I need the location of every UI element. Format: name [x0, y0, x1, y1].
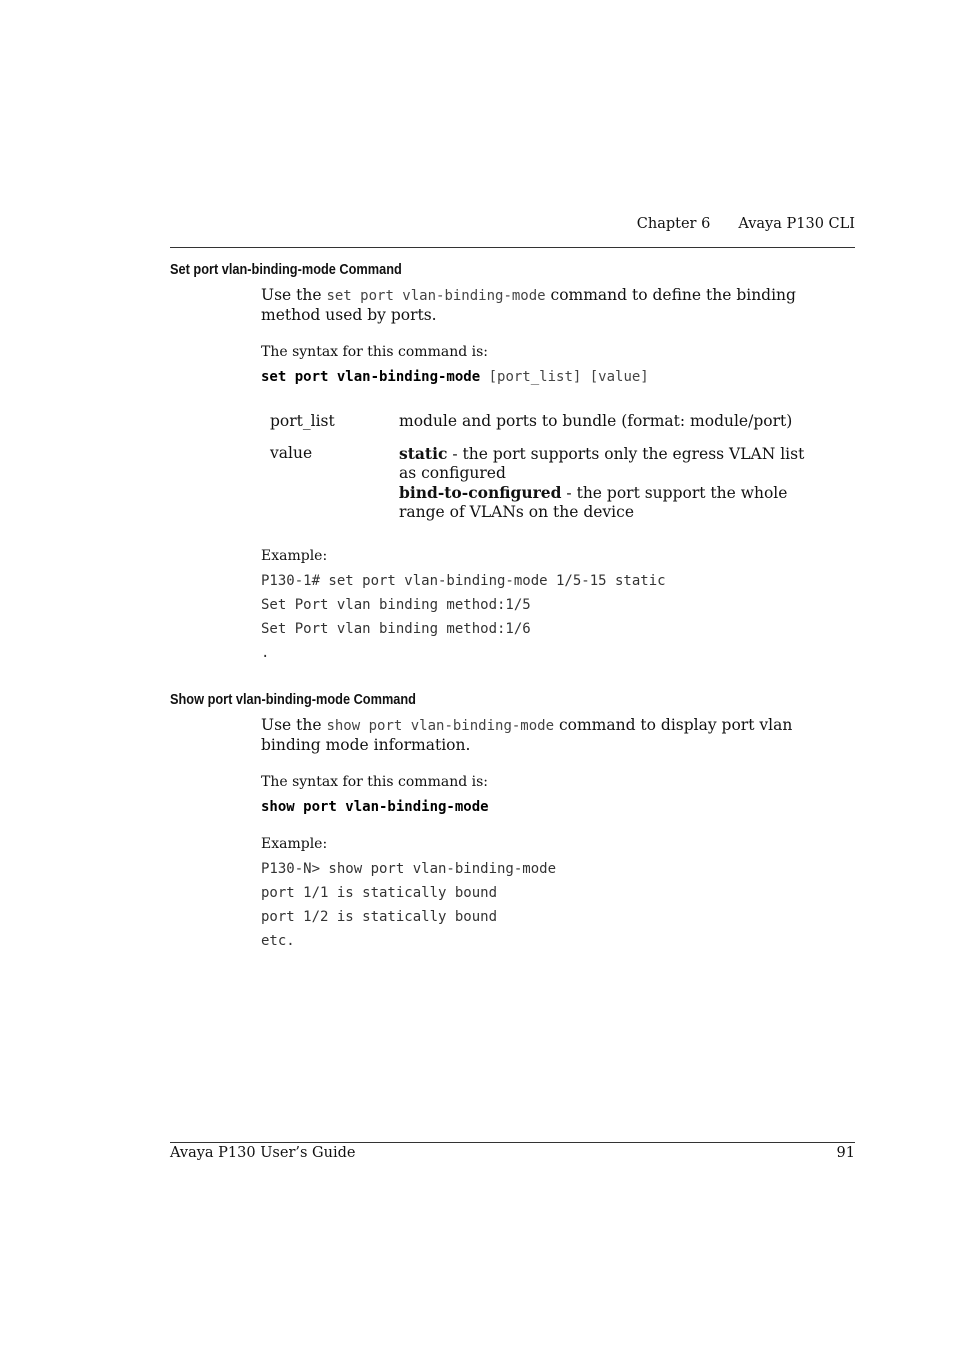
inline-command: show port vlan-binding-mode: [326, 718, 555, 734]
page-number: 91: [836, 1145, 855, 1161]
syntax-args: [port_list] [value]: [480, 369, 649, 385]
param-option: [399, 444, 819, 483]
param-desc: [399, 444, 819, 522]
param-name: port_list: [270, 412, 335, 430]
example-label: Example:: [261, 548, 328, 564]
param-option: [399, 483, 819, 522]
inline-command: set port vlan-binding-mode: [326, 288, 546, 304]
running-header: [170, 216, 855, 232]
section-heading-show: Show port vlan-binding-mode Command: [170, 692, 416, 708]
intro-text: command to display port vlan binding mode information.: [261, 716, 793, 754]
section1-intro: [261, 286, 855, 325]
chapter-title: Avaya P130 CLI: [738, 216, 855, 232]
example-line: P130-N> show port vlan-binding-mode: [261, 861, 557, 877]
syntax-command: [261, 369, 649, 385]
example-line: P130-1# set port vlan-binding-mode 1/5-15 static: [261, 573, 666, 589]
param-name: value: [270, 444, 313, 462]
syntax-label: The syntax for this command is:: [261, 774, 489, 790]
footer-guide-title: Avaya P130 User’s Guide: [170, 1145, 356, 1161]
syntax-command-name: set port vlan-binding-mode: [261, 369, 481, 385]
intro-text: Use the: [261, 286, 327, 304]
example-line: .: [261, 645, 270, 661]
option-desc: - the port supports only the egress VLAN list as configured: [399, 445, 805, 482]
option-desc: - the port support the whole range of VLANs on the device: [399, 484, 788, 521]
syntax-command: show port vlan-binding-mode: [261, 799, 489, 815]
example-line: Set Port vlan binding method:1/5: [261, 597, 531, 613]
intro-text: command to define the binding method used by ports.: [261, 286, 796, 324]
header-rule: [170, 247, 855, 248]
example-line: port 1/2 is statically bound: [261, 909, 498, 925]
option-term: bind-to-configured: [399, 483, 562, 502]
intro-text: Use the: [261, 716, 327, 734]
syntax-label: The syntax for this command is:: [261, 344, 489, 360]
param-desc: module and ports to bundle (format: module/port): [399, 412, 793, 430]
example-line: Set Port vlan binding method:1/6: [261, 621, 531, 637]
example-label: Example:: [261, 836, 328, 852]
example-line: port 1/1 is statically bound: [261, 885, 498, 901]
chapter-number: Chapter 6: [636, 216, 711, 232]
example-line: etc.: [261, 933, 295, 949]
footer-rule: [170, 1142, 855, 1143]
section-heading-set: Set port vlan-binding-mode Command: [170, 262, 402, 278]
option-term: static: [399, 444, 448, 463]
section2-intro: [261, 716, 855, 755]
